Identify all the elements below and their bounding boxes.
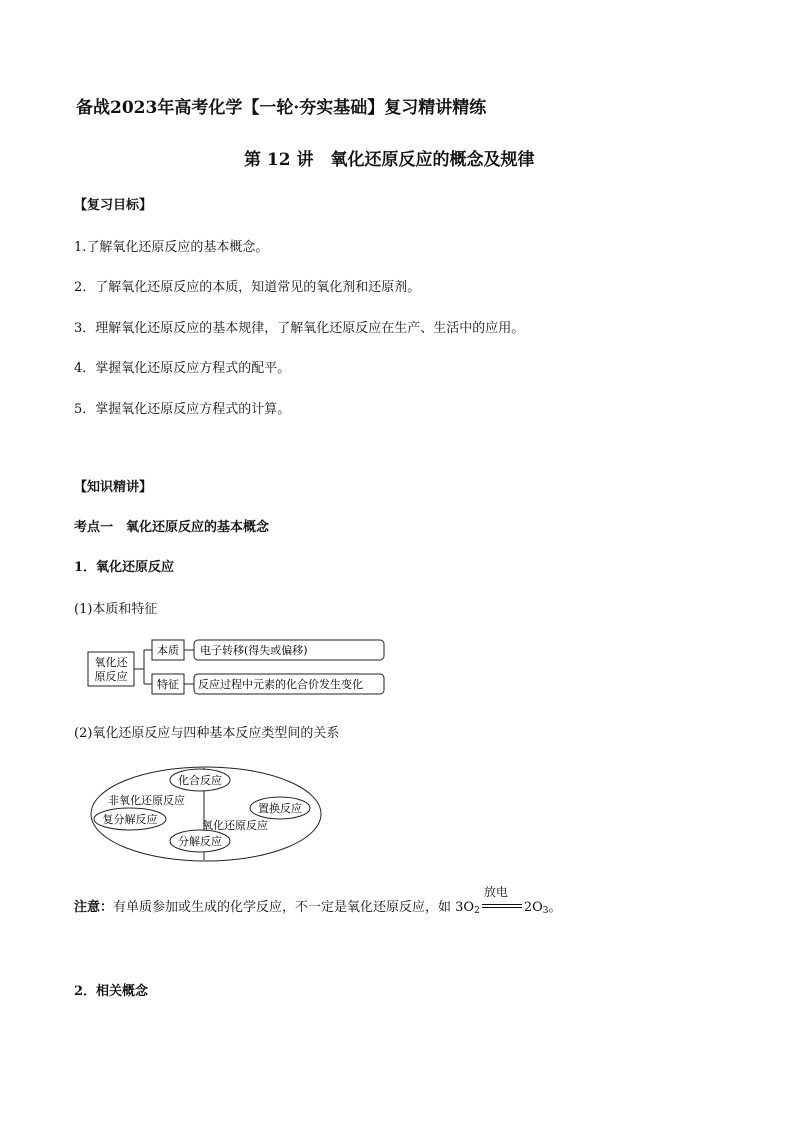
branch-feature-label: 特征	[157, 678, 179, 691]
doc-subtitle: 第 12 讲 氧化还原反应的概念及规律	[244, 150, 535, 170]
feature-desc-text: 反应过程中元素的化合价发生变化	[198, 678, 363, 691]
section-1-heading: 1．氧化还原反应	[74, 560, 175, 575]
section-1-2-heading: (2)氧化还原反应与四种基本反应类型间的关系	[74, 726, 340, 741]
note-text: 有单质参加或生成的化学反应，不一定是氧化还原反应，如 3O	[113, 900, 475, 915]
reaction-condition: 放电	[483, 885, 508, 899]
knowledge-heading: 【知识精讲】	[74, 480, 153, 495]
o2-subscript: 2	[474, 906, 480, 916]
redox-label: 氧化还原反应	[202, 819, 268, 832]
goal-item: 4．掌握氧化还原反应方程式的配平。	[74, 361, 291, 376]
key-point-1: 考点一 氧化还原反应的基本概念	[74, 520, 270, 535]
section-1-1-heading: (1)本质和特征	[74, 602, 158, 617]
non-redox-label: 非氧化还原反应	[108, 794, 185, 807]
section-2-heading: 2．相关概念	[74, 984, 149, 999]
note-product: 2O	[523, 900, 543, 915]
goal-item: 2．了解氧化还原反应的本质，知道常见的氧化剂和还原剂。	[74, 280, 421, 295]
o3-subscript: 3	[542, 906, 549, 916]
combination-label: 化合反应	[178, 774, 222, 787]
essence-desc-text: 电子转移(得失或偏移)	[200, 644, 308, 657]
branch-essence-label: 本质	[157, 644, 179, 657]
note-label: 注意：	[74, 900, 114, 915]
goal-item: 1.了解氧化还原反应的基本概念。	[74, 240, 269, 255]
equation-arrow	[482, 885, 522, 911]
root-label-line1: 氧化还	[94, 656, 128, 669]
goal-item: 5．掌握氧化还原反应方程式的计算。	[74, 402, 291, 417]
doc-title: 备战2023年高考化学【一轮·夯实基础】复习精讲精练	[76, 98, 487, 118]
displacement-label: 置换反应	[258, 802, 302, 815]
goal-item: 3．理解氧化还原反应的基本规律，了解氧化还原反应在生产、生活中的应用。	[74, 321, 525, 336]
essence-feature-diagram	[86, 636, 396, 702]
note-end: 。	[548, 900, 562, 915]
root-label-line2: 原反应	[94, 670, 128, 683]
note-line	[74, 885, 562, 916]
goals-heading: 【复习目标】	[74, 198, 153, 213]
double-line	[482, 904, 522, 908]
double-decomp-label: 复分解反应	[102, 813, 158, 826]
decomposition-label: 分解反应	[178, 835, 222, 848]
reaction-types-diagram	[86, 762, 326, 866]
